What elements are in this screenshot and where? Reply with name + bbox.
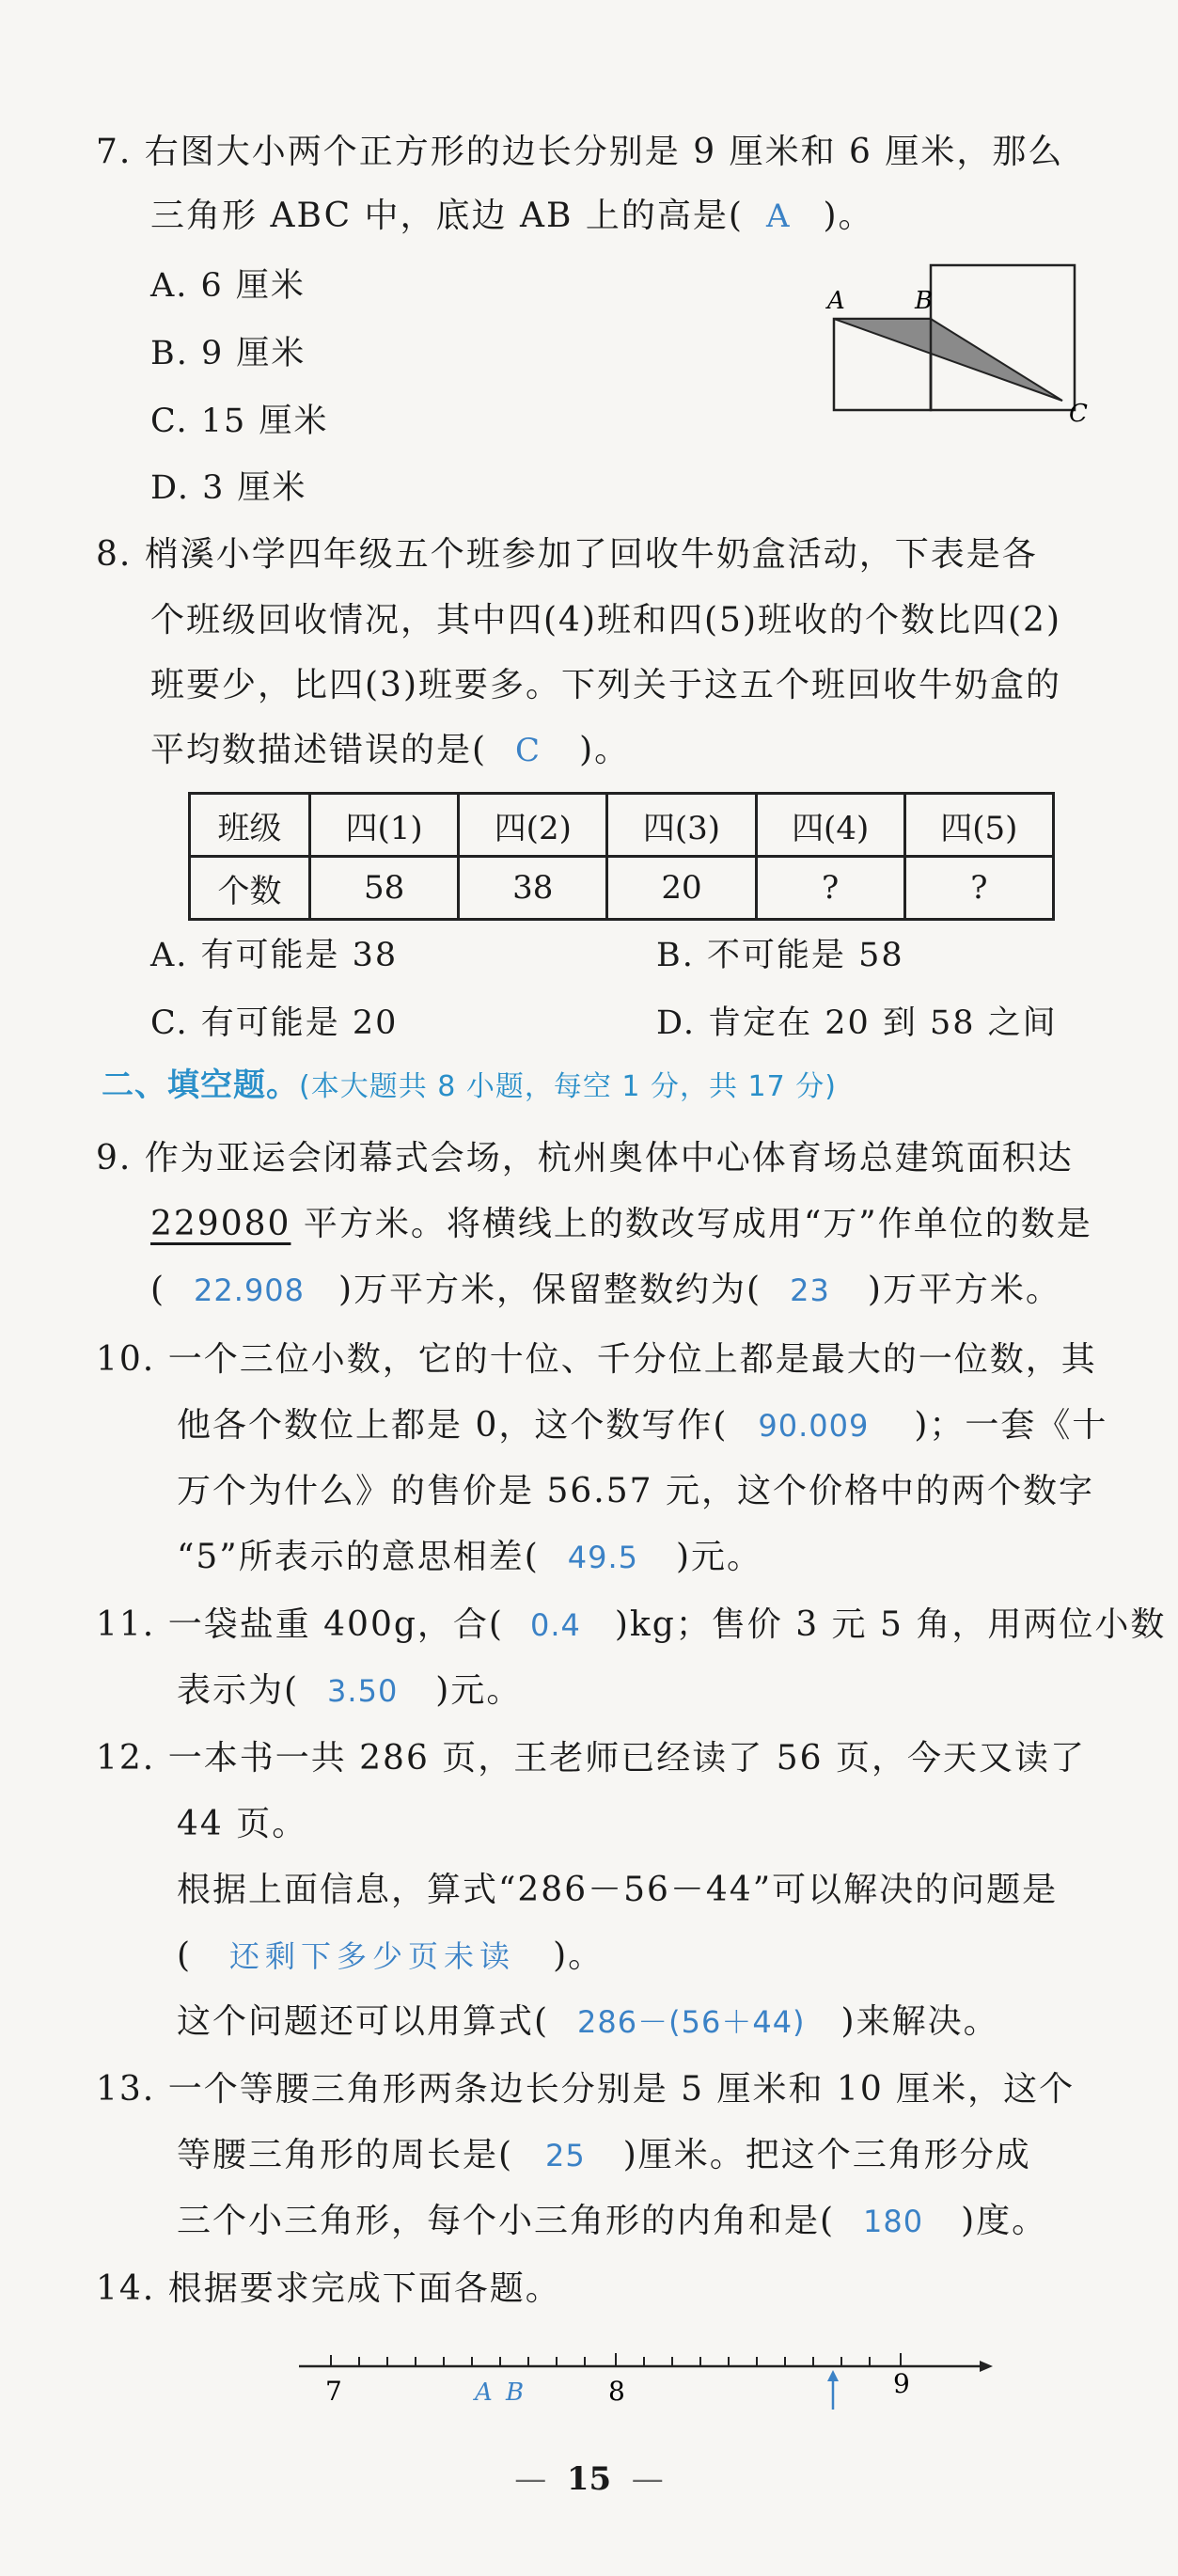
q9-line1: 9. 作为亚运会闭幕式会场，杭州奥体中心体育场总建筑面积达 [96,1139,1074,1177]
label-a: A [827,287,845,315]
q10-line4-text: “5”所表示的意思相差( [177,1538,540,1576]
q10-line3: 万个为什么》的售价是 56.57 元，这个价格中的两个数字 [177,1472,1094,1510]
q7-answer: A [765,198,792,235]
q7-option-a: A. 6 厘米 [150,267,306,305]
q8-answer: C [515,732,542,769]
q10-line1: 10. 一个三位小数，它的十位、千分位上都是最大的一位数，其 [96,1340,1097,1379]
q11-line2 [177,1667,522,1715]
q13-line2 [177,2131,1031,2180]
table-row [190,794,1054,857]
q11-answer-1: 0.4 [529,1607,581,1643]
q9-answer-1: 22.908 [194,1272,306,1308]
q13-line1: 13. 一个等腰三角形两条边长分别是 5 厘米和 10 厘米，这个 [96,2070,1076,2109]
q7-line1: 7. 右图大小两个正方形的边长分别是 9 厘米和 6 厘米，那么 [96,133,1064,171]
page-number: 15 [566,2460,612,2498]
q11-line1-text: 11. 一袋盐重 400g，合( [96,1605,504,1644]
triangle-abc [834,319,1062,401]
table-cell: 四(1) [310,794,459,857]
q13-line3-text: 三个小三角形，每个小三角形的内角和是( [177,2202,836,2240]
q8-line4-text: 平均数描述错误的是( [150,731,488,769]
table-cell: 20 [607,857,756,920]
q12-line1: 12. 一本书一共 286 页，王老师已经读了 56 页，今天又读了 [96,1739,1086,1778]
label-c: C [1069,400,1088,428]
q12-answer-2: 286－(56＋44) [577,2004,806,2040]
q8-line3: 班要少，比四(3)班要多。下列关于这五个班回收牛奶盒的 [150,666,1061,704]
q11-line1-end: )kg；售价 3 元 5 角，用两位小数 [614,1605,1167,1644]
q12-line4 [177,1932,604,1981]
table-cell: 四(4) [756,794,904,857]
q9-answer-2: 23 [790,1272,830,1308]
q9-line3 [150,1266,1061,1315]
q9-line3-end: )万平方米。 [867,1271,1061,1309]
tick-label-8: 8 [608,2376,625,2407]
q8-option-a: A. 有可能是 38 [150,937,399,974]
table-cell: 四(3) [607,794,756,857]
q7-line2-text: 三角形 ABC 中，底边 AB 上的高是( [150,197,744,235]
q13-line3-end: )度。 [961,2202,1048,2240]
q11-line2-text: 表示为( [177,1671,300,1710]
q11-line2-end: )元。 [435,1671,523,1710]
q8-option-d: D. 肯定在 20 到 58 之间 [656,1004,1058,1042]
q7-option-c: C. 15 厘米 [150,403,329,440]
q13-answer-2: 180 [863,2204,924,2239]
tick-label-7: 7 [325,2376,342,2407]
tick-label-9: 9 [893,2368,910,2399]
table-cell: ? [756,857,904,920]
page-footer: — 15 — [514,2460,664,2498]
q8-line4-end: )。 [579,731,631,769]
section-title: 二、填空题。 [102,1067,299,1104]
q9-line3-mid: )万平方米，保留整数约为( [338,1271,762,1309]
table-cell: 38 [459,857,607,920]
q10-answer-2: 49.5 [567,1540,639,1575]
q7-line2 [150,192,874,241]
q8-line2: 个班级回收情况，其中四(4)班和四(5)班收的个数比四(2) [150,601,1061,640]
table-cell: ? [904,857,1053,920]
q7-option-b: B. 9 厘米 [150,335,306,372]
q10-line2-text: 他各个数位上都是 0，这个数写作( [177,1406,729,1445]
q12-line5-text: 这个问题还可以用算式( [177,2002,550,2041]
q9-underlined-number: 229080 [150,1205,291,1243]
q12-line4-end: )。 [553,1936,605,1975]
table-cell: 个数 [190,857,310,920]
table-cell: 58 [310,857,459,920]
mark-a: A [475,2378,493,2407]
q11-line1 [96,1601,1166,1650]
q10-line2-end: )；一套《十 [914,1406,1108,1445]
number-line [282,2338,997,2423]
q12-line3: 根据上面信息，算式“286－56－44”可以解决的问题是 [177,1871,1059,1909]
q12-paren: ( [177,1936,193,1975]
table-row [190,857,1054,920]
q8-option-c: C. 有可能是 20 [150,1004,399,1042]
q10-answer-1: 90.009 [758,1408,870,1444]
q10-line4-end: )元。 [676,1538,763,1576]
q12-line5-end: )来解决。 [840,2002,999,2041]
mark-b: B [506,2378,525,2407]
q12-answer-1: 还剩下多少页未读 [229,1938,516,1974]
q8-table [188,792,1055,921]
table-cell: 四(5) [904,794,1053,857]
q9-paren: ( [150,1271,166,1309]
q8-line1: 8. 梢溪小学四年级五个班参加了回收牛奶盒活动，下表是各 [96,535,1038,574]
table-cell: 班级 [190,794,310,857]
q13-line2-text: 等腰三角形的周长是( [177,2136,514,2174]
section-subtitle: (本大题共 8 小题，每空 1 分，共 17 分) [299,1070,837,1103]
q8-option-b: B. 不可能是 58 [656,937,904,974]
q12-line2: 44 页。 [177,1805,308,1843]
q7-line2-end: )。 [823,197,874,235]
q7-square-figure [818,254,1091,433]
section-heading [102,1061,837,1112]
q11-answer-2: 3.50 [327,1673,399,1709]
q13-line2-end: )厘米。把这个三角形分成 [622,2136,1031,2174]
label-b: B [915,287,934,315]
q13-line3 [177,2197,1047,2246]
q10-line2 [177,1401,1107,1450]
q9-line2 [150,1200,1092,1249]
q12-line5 [177,1998,999,2047]
q8-line4 [150,726,630,775]
q10-line4 [177,1533,762,1582]
q7-option-d: D. 3 厘米 [150,469,307,507]
q13-answer-1: 25 [545,2138,586,2173]
table-cell: 四(2) [459,794,607,857]
blue-arrow-icon [827,2370,839,2410]
q9-line2-text: 平方米。将横线上的数改写成用“万”作单位的数是 [291,1205,1092,1243]
q14-line1: 14. 根据要求完成下面各题。 [96,2269,561,2308]
